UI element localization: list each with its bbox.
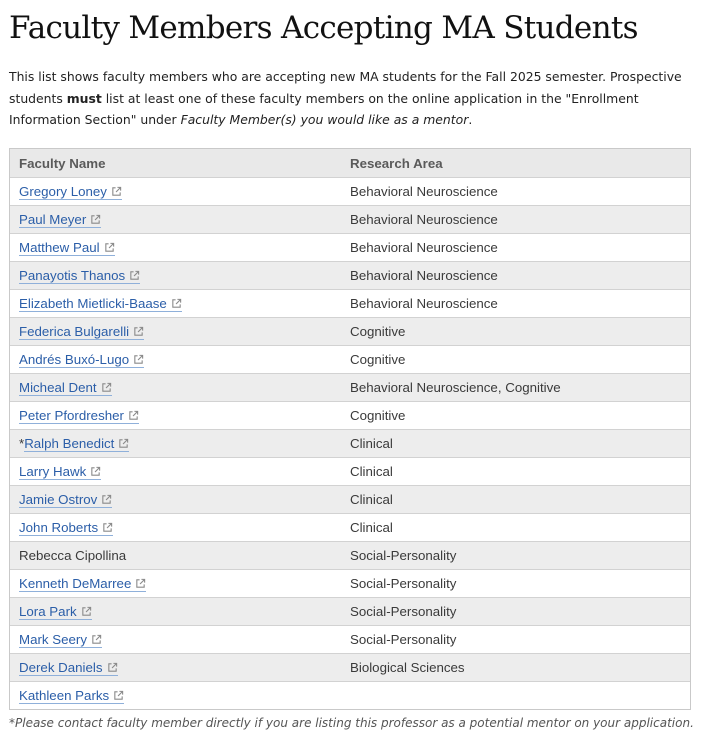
external-link-icon [129, 269, 140, 280]
table-row [10, 513, 690, 541]
faculty-name-cell [10, 632, 350, 647]
research-area-cell: Cognitive [350, 352, 406, 367]
faculty-name-link[interactable] [19, 660, 118, 676]
faculty-name-link[interactable] [24, 436, 129, 452]
faculty-name-link[interactable] [19, 632, 102, 648]
external-link-icon [90, 465, 101, 476]
table-row [10, 289, 690, 317]
faculty-name-text: Peter Pfordresher [19, 408, 124, 423]
faculty-name-link[interactable] [19, 464, 101, 480]
faculty-name-text: Rebecca Cipollina [19, 548, 127, 563]
faculty-name-link[interactable] [19, 604, 92, 620]
intro-italic: Faculty Member(s) you would like as a mentor [180, 112, 469, 127]
research-area-cell: Behavioral Neuroscience [350, 212, 498, 227]
research-area-cell: Behavioral Neuroscience [350, 184, 498, 199]
faculty-name-link[interactable] [19, 408, 139, 424]
table-row [10, 373, 690, 401]
faculty-name-link[interactable] [19, 212, 101, 228]
faculty-name-cell [10, 436, 350, 451]
column-header-faculty-name: Faculty Name [19, 155, 106, 171]
faculty-name-cell [10, 296, 350, 311]
external-link-icon [171, 297, 182, 308]
faculty-name-cell [10, 184, 350, 199]
table-row [10, 457, 690, 485]
faculty-name-text: Micheal Dent [19, 380, 97, 395]
faculty-name-cell [10, 408, 350, 423]
external-link-icon [113, 689, 124, 700]
research-area-cell: Clinical [350, 520, 393, 535]
external-link-icon [133, 353, 144, 364]
column-header-research-area: Research Area [350, 155, 443, 171]
table-body [10, 177, 690, 709]
faculty-name-text: Jamie Ostrov [19, 492, 98, 507]
intro-bold: must [66, 90, 102, 106]
faculty-name-link[interactable] [19, 352, 144, 368]
faculty-name-cell [10, 660, 350, 675]
faculty-name-cell [10, 604, 350, 619]
table-row [10, 681, 690, 709]
external-link-icon [135, 577, 146, 588]
research-area-cell: Social-Personality [350, 576, 457, 591]
table-row [10, 317, 690, 345]
faculty-name-cell [10, 352, 350, 367]
faculty-name-cell [10, 576, 350, 591]
table-row [10, 205, 690, 233]
faculty-name-text: Elizabeth Mietlicki-Baase [19, 296, 167, 311]
table-row [10, 261, 690, 289]
faculty-name-cell [10, 520, 350, 535]
faculty-name-text: Kenneth DeMarree [19, 576, 132, 591]
faculty-name-text: Federica Bulgarelli [19, 324, 130, 339]
faculty-name-cell [10, 324, 350, 339]
faculty-name-text: Matthew Paul [19, 240, 100, 255]
research-area-cell: Clinical [350, 464, 393, 479]
research-area-cell: Clinical [350, 436, 393, 451]
external-link-icon [111, 185, 122, 196]
faculty-name-cell [10, 492, 350, 507]
external-link-icon [104, 241, 115, 252]
faculty-name-text: Lora Park [19, 604, 77, 619]
intro-text: list at least one of these faculty members on the online application in the "Enrollment Information Section" under [9, 90, 639, 127]
research-area-cell: Behavioral Neuroscience [350, 268, 498, 283]
table-row [10, 485, 690, 513]
faculty-name-text: Mark Seery [19, 632, 87, 647]
faculty-name-link[interactable] [19, 380, 112, 396]
research-area-cell: Biological Sciences [350, 660, 465, 675]
research-area-cell: Behavioral Neuroscience, Cognitive [350, 380, 561, 395]
research-area-cell: Clinical [350, 492, 393, 507]
faculty-name-text: Derek Daniels [19, 660, 103, 675]
table-row [10, 401, 690, 429]
faculty-name-link[interactable] [19, 576, 146, 592]
faculty-name-link[interactable] [19, 296, 182, 312]
asterisk-marker: * [19, 436, 25, 451]
faculty-name-cell [10, 380, 350, 395]
faculty-name-text: Andrés Buxó-Lugo [19, 352, 130, 367]
page-title: Faculty Members Accepting MA Students [9, 10, 638, 46]
research-area-cell: Cognitive [350, 408, 406, 423]
faculty-name-link[interactable] [19, 688, 124, 704]
external-link-icon [107, 661, 118, 672]
footnote: *Please contact faculty member directly if you are listing this professor as a potential mentor on your application. [9, 716, 694, 730]
table-row [10, 541, 690, 569]
faculty-name-cell [10, 688, 350, 703]
table-row [10, 653, 690, 681]
research-area-cell: Social-Personality [350, 632, 457, 647]
external-link-icon [128, 409, 139, 420]
research-area-cell: Behavioral Neuroscience [350, 296, 498, 311]
research-area-cell: Social-Personality [350, 604, 457, 619]
faculty-name-link[interactable] [19, 520, 113, 536]
intro-paragraph [9, 66, 709, 131]
faculty-name-text: Kathleen Parks [19, 688, 110, 703]
faculty-name-text: Ralph Benedict [24, 436, 115, 451]
external-link-icon [118, 437, 129, 448]
research-area-cell: Social-Personality [350, 548, 457, 563]
external-link-icon [102, 521, 113, 532]
faculty-name-text: John Roberts [19, 520, 99, 535]
table-row [10, 233, 690, 261]
faculty-name-cell [10, 268, 350, 283]
intro-text: This list shows faculty members who are accepting new MA students for the Fall 2025 semester. Prospective students [9, 69, 682, 106]
faculty-name-text: Gregory Loney [19, 184, 107, 199]
table-row [10, 597, 690, 625]
research-area-cell: Behavioral Neuroscience [350, 240, 498, 255]
faculty-name-link[interactable] [19, 324, 144, 340]
table-row [10, 429, 690, 457]
faculty-name-link[interactable] [19, 268, 140, 284]
faculty-name-link[interactable] [19, 492, 112, 508]
table-row [10, 625, 690, 653]
faculty-name-text: Panayotis Thanos [19, 268, 126, 283]
table-header-row [10, 149, 690, 177]
faculty-name-cell [10, 464, 350, 479]
table-row [10, 345, 690, 373]
faculty-name-cell [10, 212, 350, 227]
faculty-name-link[interactable] [19, 184, 122, 200]
faculty-name-text: Paul Meyer [19, 212, 87, 227]
table-row [10, 569, 690, 597]
faculty-name-link[interactable] [19, 240, 115, 256]
external-link-icon [133, 325, 144, 336]
intro-text: . [468, 112, 473, 127]
research-area-cell: Cognitive [350, 324, 406, 339]
faculty-name-text: Larry Hawk [19, 464, 87, 479]
external-link-icon [101, 493, 112, 504]
faculty-table [9, 148, 691, 710]
external-link-icon [90, 213, 101, 224]
faculty-name-cell [10, 548, 350, 563]
external-link-icon [91, 633, 102, 644]
table-row [10, 177, 690, 205]
external-link-icon [81, 605, 92, 616]
external-link-icon [101, 381, 112, 392]
faculty-name-cell [10, 240, 350, 255]
